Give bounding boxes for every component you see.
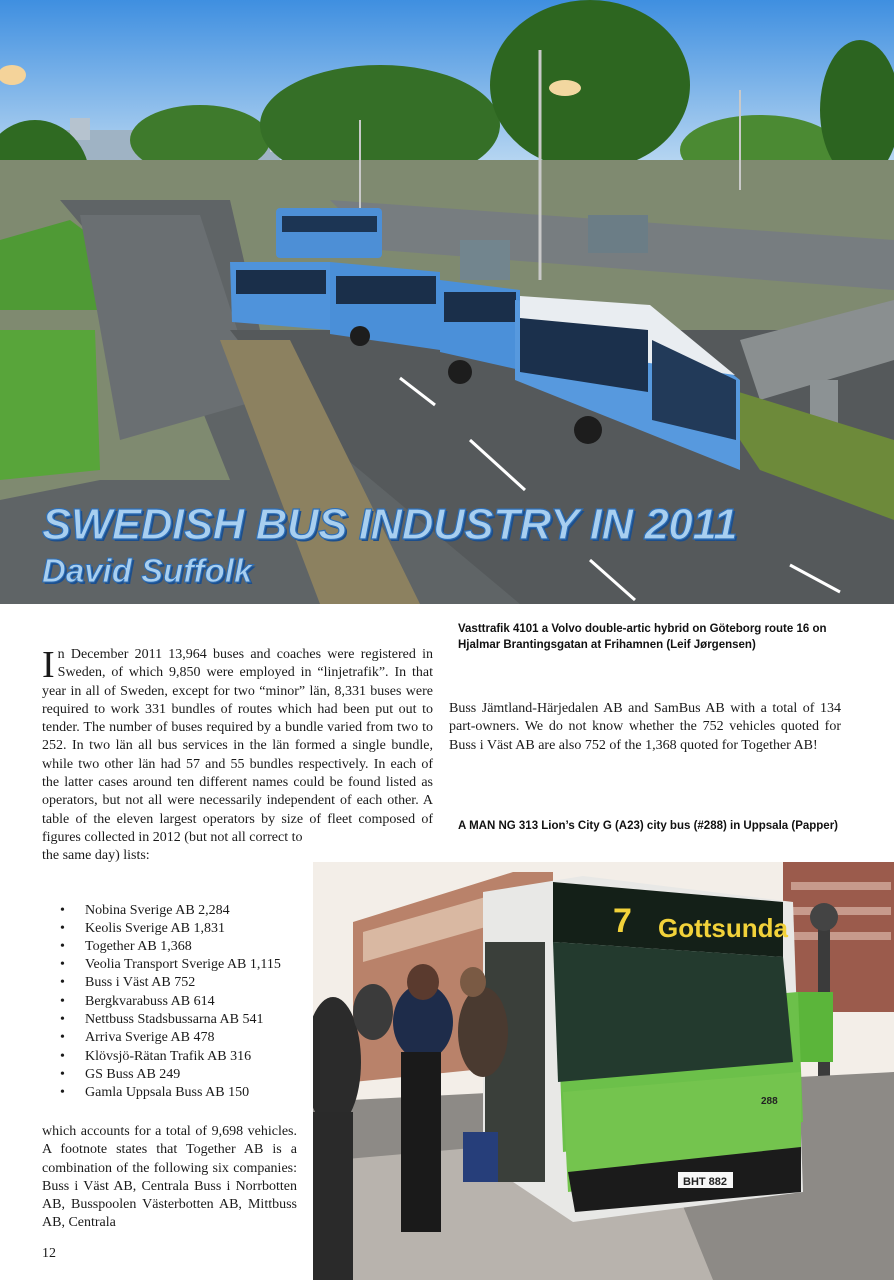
- after-list-paragraph: which accounts for a total of 9,698 vehicles. A footnote states that Together AB is a combination of the following six companies: Buss i Väst AB, Centrala Buss i Norrbotten AB, Busspoolen Västerbotten AB, Mittbuss AB, Centrala: [42, 1124, 297, 1231]
- destination-name: Gottsunda: [658, 913, 788, 943]
- list-item: Arriva Sverige AB 478: [85, 1030, 215, 1045]
- page-number: 12: [42, 1246, 56, 1261]
- list-item: Gamla Uppsala Buss AB 150: [85, 1085, 250, 1100]
- bottom-photo: [313, 862, 894, 1280]
- list-item: Nobina Sverige AB 2,284: [85, 903, 230, 918]
- bullet: •: [60, 903, 65, 918]
- author-byline: David Suffolk: [42, 552, 253, 589]
- list-item: Buss i Väst AB 752: [85, 975, 196, 990]
- right-column-paragraph: Buss Jämtland-Härjedalen AB and SamBus AB with a total of 134 part-owners. We do not know whether the 752 vehicles quoted for Buss i Väst AB are also 752 of the 1,368 quoted for Together AB!: [449, 701, 841, 753]
- bullet: •: [60, 1012, 65, 1027]
- dropcap: I: [42, 644, 55, 686]
- bottom-photo-caption: A MAN NG 313 Lion’s City G (A23) city bus (#288) in Uppsala (Papper): [458, 820, 839, 832]
- list-item: GS Buss AB 249: [85, 1067, 181, 1082]
- intro-tail: the same day) lists:: [42, 848, 150, 864]
- license-plate: BHT 882: [683, 1176, 728, 1188]
- bullet: •: [60, 975, 65, 990]
- bullet: •: [60, 939, 65, 954]
- bullet: •: [60, 994, 65, 1009]
- hero-photo: [0, 0, 894, 604]
- list-item: Together AB 1,368: [85, 939, 192, 954]
- bullet: •: [60, 1049, 65, 1064]
- top-photo-caption: Vasttrafik 4101 a Volvo double-artic hybrid on Göteborg route 16 on Hjalmar Brantingsgatan at Frihamnen (Leif Jørgensen): [458, 623, 827, 651]
- bullet: •: [60, 957, 65, 972]
- intro-paragraph: [42, 646, 433, 866]
- uppsala-bus-illustration: [313, 862, 894, 1280]
- list-item: Keolis Sverige AB 1,831: [85, 921, 225, 936]
- list-item: Nettbuss Stadsbussarna AB 541: [85, 1012, 264, 1027]
- page-title: SWEDISH BUS INDUSTRY IN 2011: [42, 500, 738, 549]
- list-item: Klövsjö-Rätan Trafik AB 316: [85, 1049, 252, 1064]
- bullet: •: [60, 921, 65, 936]
- list-item: Veolia Transport Sverige AB 1,115: [85, 957, 281, 972]
- destination-number: 7: [613, 902, 632, 940]
- fleet-number: 288: [761, 1096, 778, 1107]
- bullet: •: [60, 1085, 65, 1100]
- list-item: Bergkvarabuss AB 614: [85, 994, 215, 1009]
- intro-text: n December 2011 13,964 buses and coaches were registered in Sweden, of which 9,850 were employed in “linjetrafik”. In that year in all of Sweden, except for two “minor” län, 8,331 buses were required to work 331 bundles of routes which had been put out to tender. The number of buses required by a bundle varied from two to 252. In two län all bus services in the län formed a single bundle, while two other län had 57 and 55 bundles respectively. In each of the latter cases around ten different names could be found listed as operators, but not all were necessarily independent of each other. A table of the eleven largest operators by size of fleet composed of figures collected in 2012 (but not all correct to: [42, 647, 433, 845]
- bullet: •: [60, 1067, 65, 1082]
- bullet: •: [60, 1030, 65, 1045]
